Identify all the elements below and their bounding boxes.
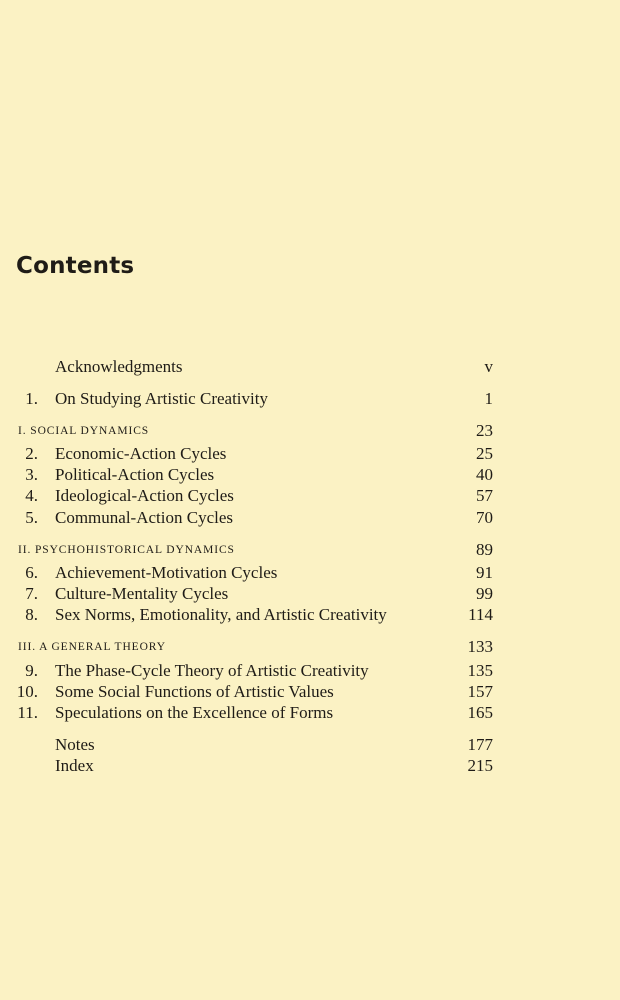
page-number: 114 <box>468 605 493 624</box>
chapter-number: 8. <box>25 605 38 624</box>
part-title: III. A GENERAL THEORY <box>18 641 166 653</box>
toc-entry <box>0 464 620 486</box>
chapter-number: 11. <box>17 703 38 722</box>
toc-entry <box>0 562 620 584</box>
page-title: Contents <box>16 253 135 279</box>
toc-entry <box>0 356 620 378</box>
entry-title: The Phase-Cycle Theory of Artistic Creativity <box>55 661 369 680</box>
page-number: 40 <box>476 465 493 484</box>
page-number: 133 <box>467 637 493 656</box>
entry-title: Political-Action Cycles <box>55 465 215 484</box>
chapter-number: 3. <box>25 465 38 484</box>
page-number: 165 <box>467 703 493 722</box>
toc-entry <box>0 443 620 465</box>
page-number: 177 <box>467 735 493 754</box>
chapter-number: 7. <box>25 584 38 603</box>
toc-entry <box>0 755 620 777</box>
page-number: 25 <box>476 444 493 463</box>
toc-entry <box>0 681 620 703</box>
entry-title: Ideological-Action Cycles <box>55 486 234 505</box>
part-title: II. PSYCHOHISTORICAL DYNAMICS <box>18 544 235 556</box>
chapter-number: 9. <box>25 661 38 680</box>
entry-title: Communal-Action Cycles <box>55 508 234 527</box>
page-number: 89 <box>476 540 493 559</box>
entry-title: Index <box>55 756 94 775</box>
chapter-number: 1. <box>25 389 38 408</box>
toc-entry <box>0 388 620 410</box>
entry-title: Notes <box>55 735 95 754</box>
toc-entry <box>0 485 620 507</box>
entry-title: Some Social Functions of Artistic Values <box>55 682 334 701</box>
page-number: 23 <box>476 421 493 440</box>
chapter-number: 4. <box>25 486 38 505</box>
toc-entry <box>0 604 620 626</box>
toc-part-heading <box>0 539 620 561</box>
page-number: 135 <box>467 661 493 680</box>
toc-entry <box>0 734 620 756</box>
entry-title: Sex Norms, Emotionality, and Artistic Creativity <box>55 605 387 624</box>
page-number: 57 <box>476 486 493 505</box>
toc-part-heading <box>0 636 620 658</box>
toc-entry <box>0 507 620 529</box>
page-number: 99 <box>476 584 493 603</box>
chapter-number: 10. <box>16 682 38 701</box>
page-number: 1 <box>484 389 493 408</box>
page-number: 70 <box>476 508 493 527</box>
entry-title: Economic-Action Cycles <box>55 444 227 463</box>
page-number: v <box>484 357 493 376</box>
toc-entry <box>0 583 620 605</box>
toc-entry <box>0 702 620 724</box>
page-number: 215 <box>467 756 493 775</box>
chapter-number: 2. <box>25 444 38 463</box>
entry-title: Acknowledgments <box>55 357 183 376</box>
page-number: 157 <box>467 682 493 701</box>
entry-title: Achievement-Motivation Cycles <box>55 563 278 582</box>
page-number: 91 <box>476 563 493 582</box>
entry-title: Speculations on the Excellence of Forms <box>55 703 334 722</box>
toc-entry <box>0 660 620 682</box>
entry-title: On Studying Artistic Creativity <box>55 389 268 408</box>
chapter-number: 5. <box>25 508 38 527</box>
toc-part-heading <box>0 420 620 442</box>
chapter-number: 6. <box>25 563 38 582</box>
entry-title: Culture-Mentality Cycles <box>55 584 229 603</box>
part-title: I. SOCIAL DYNAMICS <box>18 425 150 437</box>
